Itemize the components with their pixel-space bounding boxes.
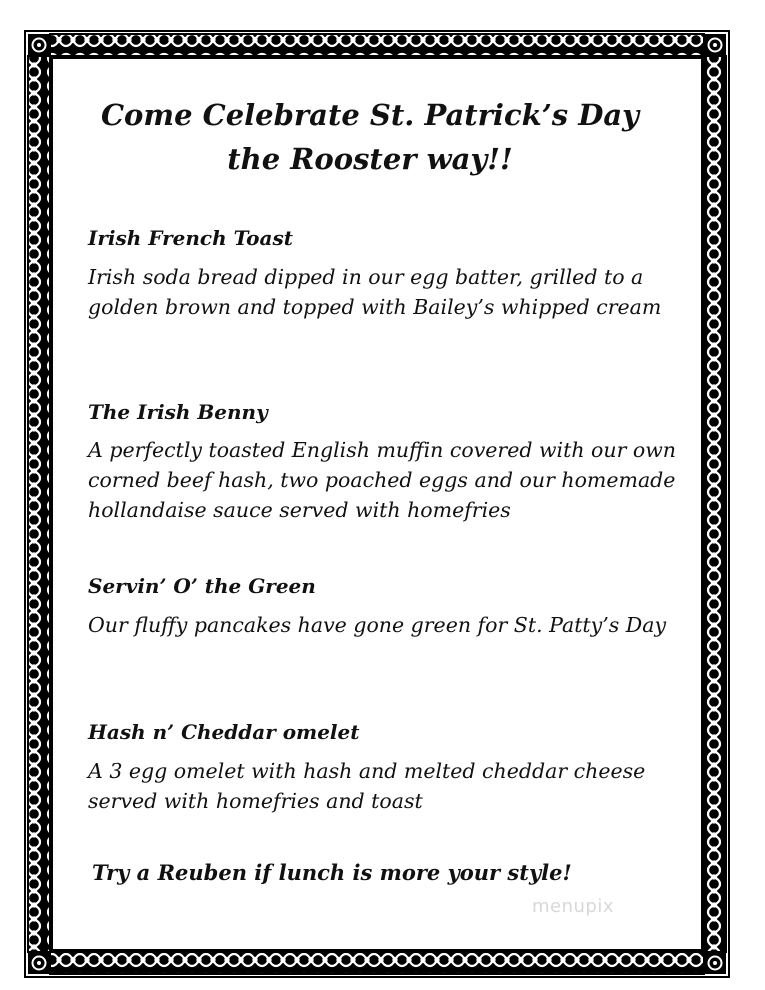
corner-ornament-icon (704, 34, 726, 56)
menu-item-description: A perfectly toasted English muffin covered with our own corned beef hash, two poached eggs and our homemade hollandaise sauce served with homefries (88, 438, 677, 522)
corner-ornament-icon (704, 952, 726, 974)
menu-item-description: A 3 egg omelet with hash and melted cheddar cheese served with homefries and toast (88, 759, 646, 813)
page-subtitle: the Rooster way!! (227, 142, 513, 176)
menu-item-name: Hash n’ Cheddar omelet (88, 720, 360, 744)
corner-ornament-icon (28, 952, 50, 974)
menu-item-name: The Irish Benny (88, 400, 268, 424)
menu-item-name: Servin’ O’ the Green (88, 574, 316, 598)
menu-item-description: Our fluffy pancakes have gone green for St. Patty’s Day (88, 613, 667, 637)
menu-content (60, 80, 700, 960)
menu-item-name: Irish French Toast (88, 226, 293, 250)
menu-item-description: Irish soda bread dipped in our egg batter, grilled to a golden brown and topped with Bailey’s whipped cream (88, 265, 662, 319)
closing-note: Try a Reuben if lunch is more your style! (92, 860, 572, 885)
corner-ornament-icon (28, 34, 50, 56)
page-title: Come Celebrate St. Patrick’s Day (100, 98, 640, 132)
watermark-text: menupix (532, 896, 615, 917)
